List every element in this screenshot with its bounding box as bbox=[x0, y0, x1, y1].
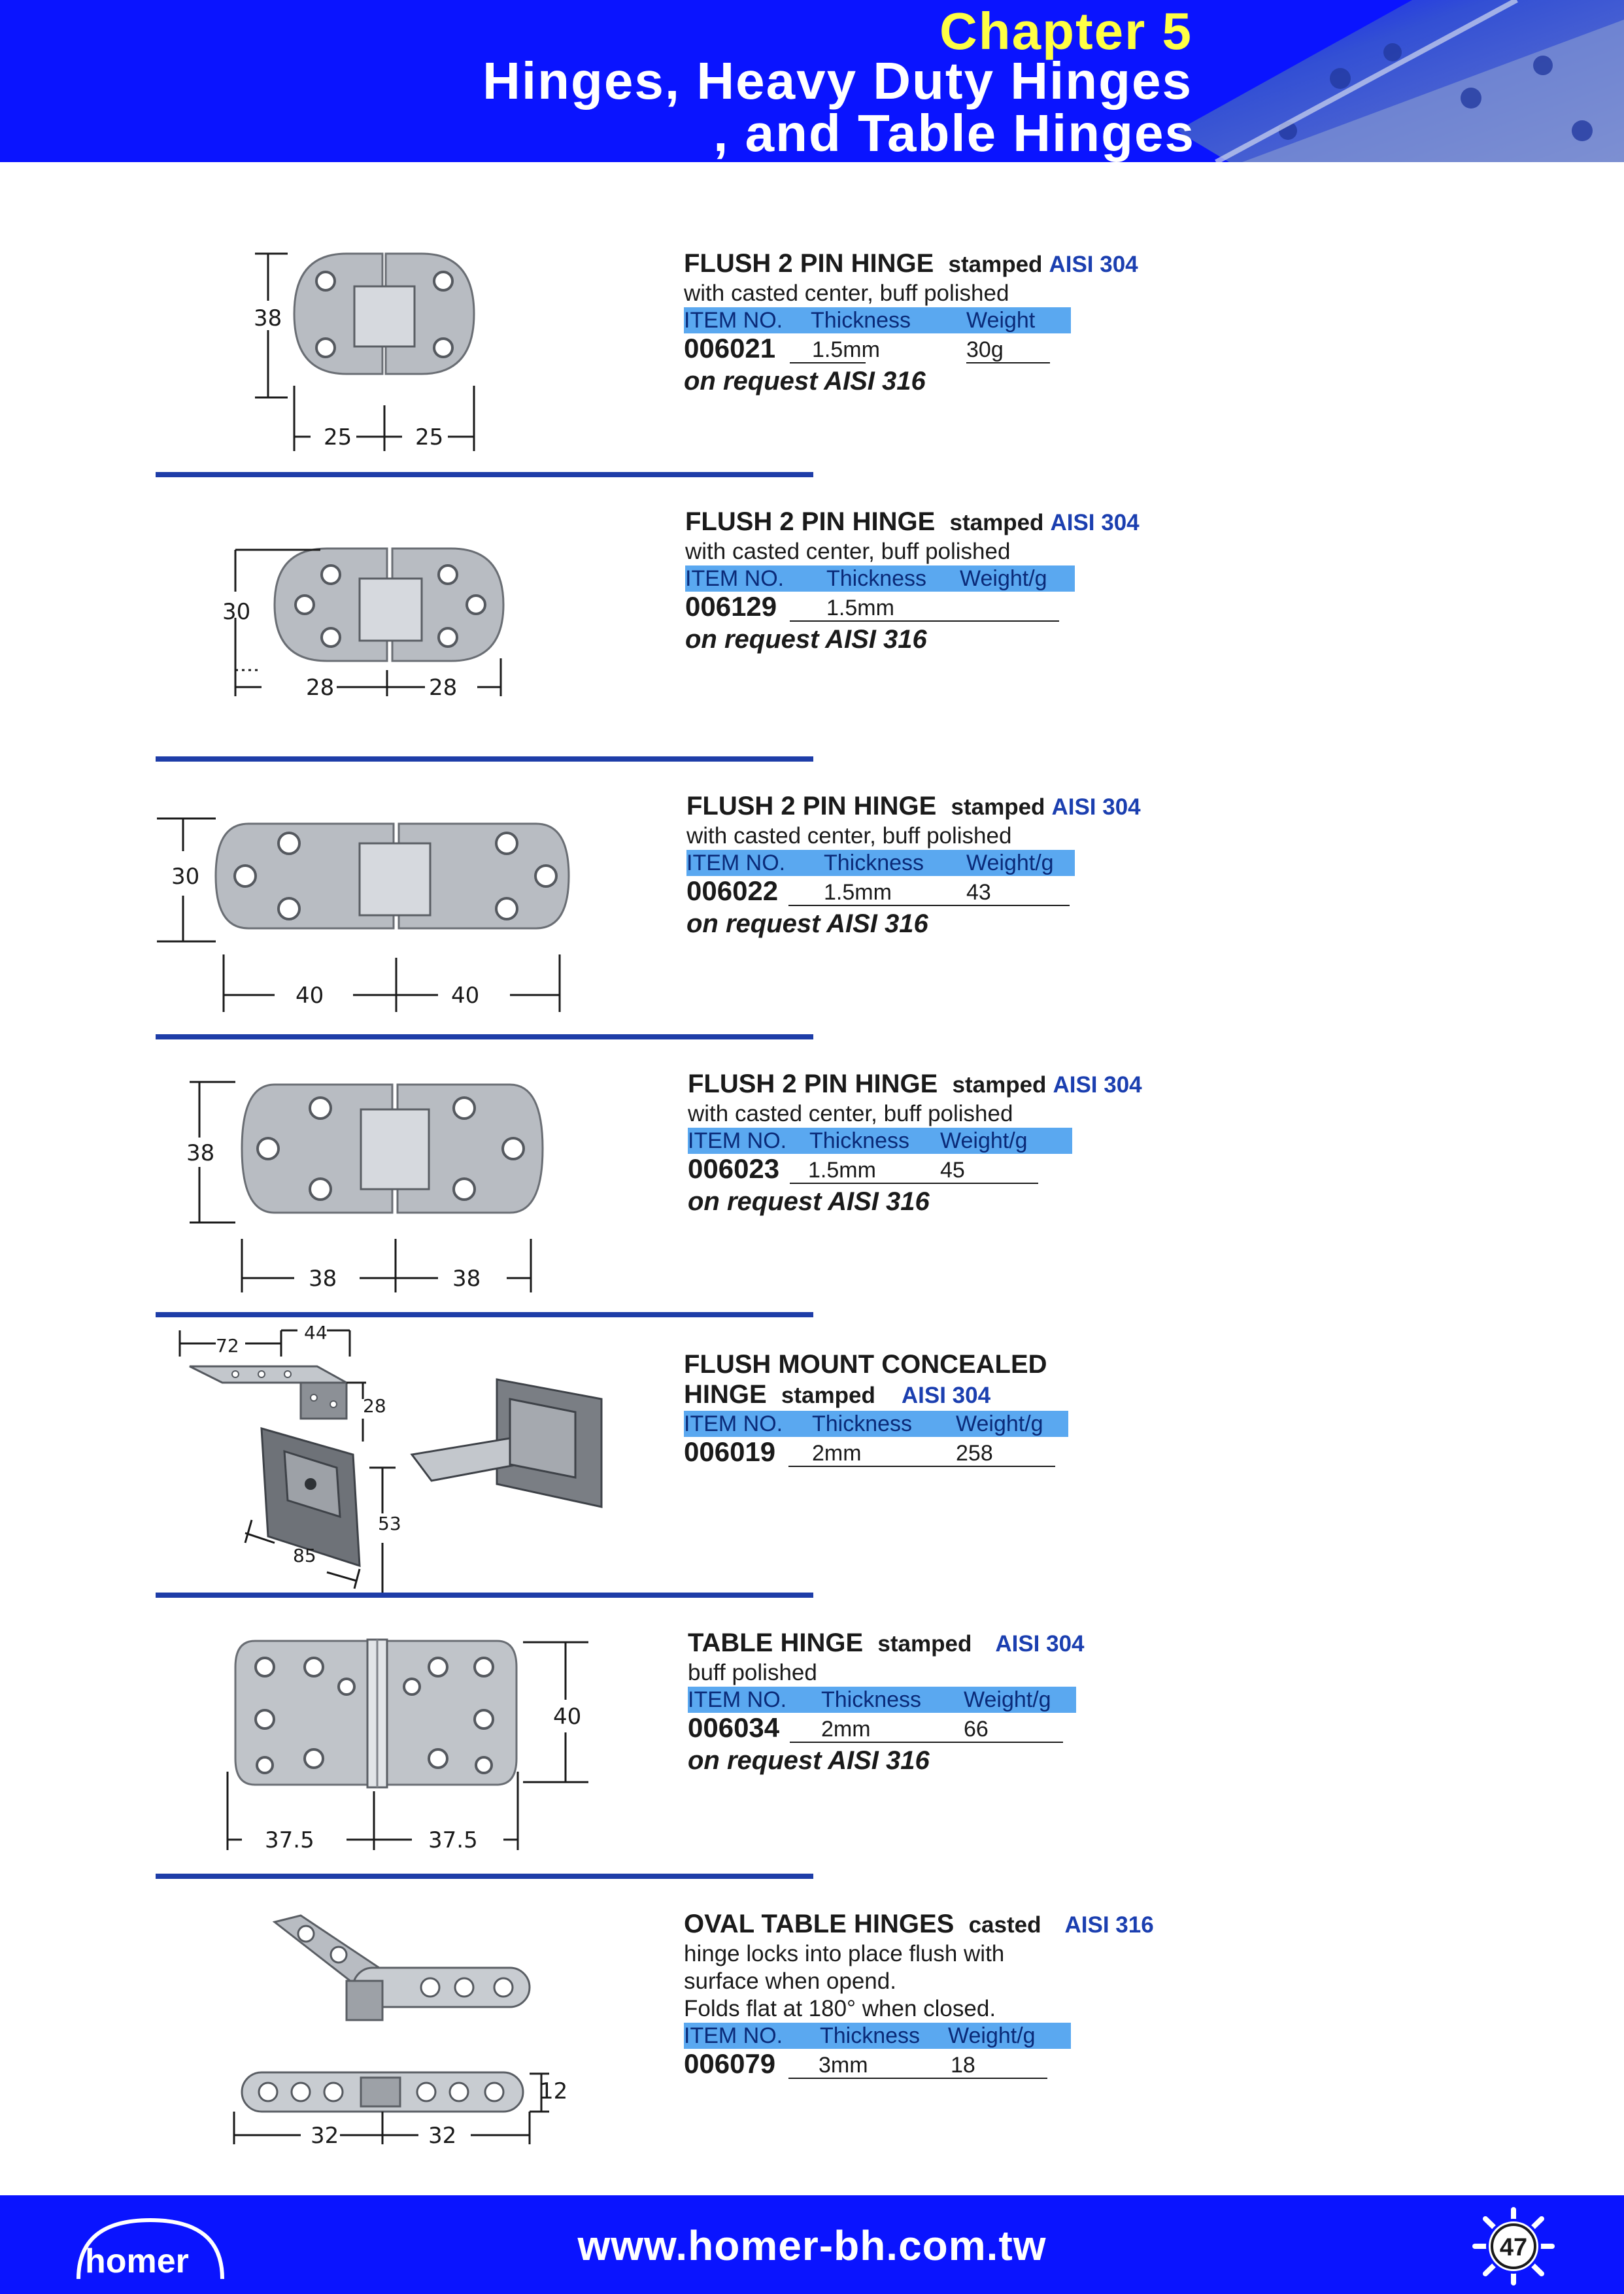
col-item-no: ITEM NO. bbox=[686, 851, 786, 875]
hinge-drawing bbox=[177, 1069, 569, 1304]
item-number: 006034 bbox=[688, 1712, 780, 1743]
dim-height: 12 bbox=[539, 2078, 568, 2104]
col-thickness: Thickness bbox=[812, 1411, 913, 1436]
page-number: 47 bbox=[1499, 2234, 1528, 2261]
spec-table-header bbox=[684, 1411, 1068, 1437]
product-006022 bbox=[0, 778, 1624, 1033]
item-number: 006129 bbox=[685, 591, 777, 622]
product-title: FLUSH 2 PIN HINGE bbox=[688, 1070, 938, 1098]
page-title-line2: , and Table Hinges bbox=[713, 104, 1195, 162]
weight-value: 45 bbox=[940, 1158, 965, 1183]
dim-height: 38 bbox=[186, 1140, 215, 1166]
col-thickness: Thickness bbox=[824, 851, 924, 875]
product-title: FLUSH 2 PIN HINGE bbox=[686, 792, 937, 820]
dim-width-left: 37.5 bbox=[265, 1827, 314, 1853]
dim-height: 30 bbox=[222, 599, 251, 625]
hinge-drawing bbox=[216, 520, 516, 716]
hinge-drawing bbox=[248, 235, 510, 458]
section-divider bbox=[156, 1312, 813, 1317]
product-material: stamped bbox=[948, 252, 1043, 277]
col-item-no: ITEM NO. bbox=[684, 308, 783, 333]
product-description: with casted center, buff polished bbox=[686, 823, 1012, 849]
dim-width-right: 25 bbox=[415, 424, 444, 450]
product-name-line2 bbox=[684, 1379, 1207, 1411]
dim-width-right: 37.5 bbox=[428, 1827, 478, 1853]
product-006079 bbox=[0, 1896, 1624, 2170]
dim-a: 72 bbox=[216, 1335, 239, 1357]
spec-table-row bbox=[684, 333, 1050, 363]
dim-width-right: 28 bbox=[429, 675, 458, 701]
product-material: casted bbox=[968, 1912, 1041, 1938]
thickness-value: 3mm bbox=[819, 2053, 868, 2078]
dim-height: 40 bbox=[553, 1704, 582, 1730]
item-number: 006079 bbox=[684, 2048, 776, 2079]
weight-value: 43 bbox=[966, 880, 991, 905]
chapter-header bbox=[0, 0, 1624, 162]
product-006034 bbox=[0, 1615, 1624, 1876]
thickness-value: 1.5mm bbox=[808, 1158, 876, 1183]
item-number: 006022 bbox=[686, 875, 779, 906]
spec-table-header bbox=[684, 2023, 1071, 2049]
on-request-note: on request AISI 316 bbox=[686, 909, 928, 938]
col-thickness: Thickness bbox=[820, 2023, 921, 2048]
section-divider bbox=[156, 1874, 813, 1879]
dim-e: 85 bbox=[293, 1545, 316, 1566]
website-url[interactable]: www.homer-bh.com.tw bbox=[577, 2222, 1047, 2269]
underline bbox=[790, 1183, 1038, 1184]
dim-width-left: 32 bbox=[311, 2123, 339, 2149]
dim-width-left: 28 bbox=[306, 675, 335, 701]
product-material: stamped bbox=[781, 1383, 875, 1408]
section-divider bbox=[156, 1593, 813, 1598]
spec-table-header bbox=[685, 565, 1075, 592]
dim-width-right: 40 bbox=[451, 983, 480, 1009]
weight-value: 30g bbox=[966, 337, 1004, 362]
col-thickness: Thickness bbox=[811, 308, 911, 333]
product-006129 bbox=[0, 494, 1624, 755]
col-thickness: Thickness bbox=[826, 566, 927, 591]
dim-b: 44 bbox=[304, 1322, 328, 1343]
on-request-note: on request AISI 316 bbox=[684, 367, 926, 396]
spec-table-header bbox=[686, 850, 1075, 876]
col-thickness: Thickness bbox=[821, 1687, 922, 1712]
col-weight: Weight/g bbox=[964, 1687, 1051, 1712]
product-name bbox=[684, 1909, 1207, 1940]
product-title: OVAL TABLE HINGES bbox=[684, 1910, 955, 1938]
product-material: stamped bbox=[877, 1631, 972, 1657]
product-aisi: AISI 304 bbox=[1051, 794, 1141, 820]
product-description-line3: Folds flat at 180° when closed. bbox=[684, 1996, 996, 2021]
item-number: 006019 bbox=[684, 1436, 776, 1467]
product-description-line1: hinge locks into place flush with bbox=[684, 1941, 1005, 1966]
weight-value: 18 bbox=[951, 2053, 975, 2078]
product-name bbox=[688, 1069, 1211, 1100]
product-description-line2: surface when opend. bbox=[684, 1968, 896, 1994]
dim-width-left: 25 bbox=[324, 424, 352, 450]
product-description: buff polished bbox=[688, 1660, 817, 1685]
col-weight: Weight/g bbox=[960, 566, 1047, 591]
col-weight: Weight bbox=[966, 308, 1036, 333]
oval-table-hinge-drawing bbox=[222, 1909, 588, 2157]
spec-table-header bbox=[688, 1128, 1072, 1154]
col-item-no: ITEM NO. bbox=[688, 1128, 787, 1153]
product-006021 bbox=[0, 235, 1624, 471]
thickness-value: 2mm bbox=[812, 1441, 862, 1466]
spec-table-row bbox=[684, 1437, 1055, 1467]
dim-width-right: 32 bbox=[428, 2123, 457, 2149]
col-item-no: ITEM NO. bbox=[688, 1687, 787, 1712]
hinge-drawing bbox=[150, 804, 582, 1026]
product-name bbox=[688, 1628, 1211, 1659]
underline bbox=[966, 362, 1050, 363]
ship-wheel-icon bbox=[1471, 2207, 1556, 2286]
dim-width-right: 38 bbox=[452, 1266, 481, 1292]
weight-value: 258 bbox=[956, 1441, 993, 1466]
product-material: stamped bbox=[952, 1072, 1047, 1098]
product-name: FLUSH MOUNT CONCEALED bbox=[684, 1350, 1047, 1379]
col-weight: Weight/g bbox=[956, 1411, 1043, 1436]
spec-table-row bbox=[685, 592, 1059, 622]
product-name bbox=[684, 248, 1207, 280]
product-title: FLUSH 2 PIN HINGE bbox=[684, 249, 934, 278]
spec-table-row bbox=[684, 2049, 1047, 2079]
on-request-note: on request AISI 316 bbox=[688, 1187, 930, 1216]
product-aisi: AISI 304 bbox=[1053, 1072, 1142, 1098]
product-material: stamped bbox=[951, 794, 1045, 820]
spec-table-row bbox=[686, 876, 1070, 906]
product-aisi: AISI 304 bbox=[1049, 252, 1138, 277]
product-aisi: AISI 304 bbox=[995, 1631, 1085, 1657]
underline bbox=[788, 905, 1070, 906]
thickness-value: 1.5mm bbox=[812, 337, 880, 362]
thickness-value: 1.5mm bbox=[826, 596, 894, 620]
dim-width-left: 38 bbox=[309, 1266, 337, 1292]
product-title: FLUSH 2 PIN HINGE bbox=[685, 507, 936, 536]
weight-value: 66 bbox=[964, 1717, 989, 1742]
product-name bbox=[685, 507, 1208, 538]
item-number: 006021 bbox=[684, 333, 776, 363]
section-divider bbox=[156, 1034, 813, 1039]
product-name bbox=[686, 791, 1210, 822]
product-006019 bbox=[0, 1321, 1624, 1595]
col-weight: Weight/g bbox=[940, 1128, 1028, 1153]
product-title: TABLE HINGE bbox=[688, 1628, 864, 1657]
spec-table-header bbox=[688, 1687, 1076, 1713]
page-title-line1: Hinges, Heavy Duty Hinges bbox=[482, 52, 1193, 110]
product-material: stamped bbox=[949, 510, 1044, 535]
product-description: with casted center, buff polished bbox=[688, 1101, 1013, 1126]
product-aisi: AISI 316 bbox=[1064, 1912, 1154, 1938]
underline bbox=[790, 362, 866, 363]
product-description: with casted center, buff polished bbox=[685, 539, 1011, 564]
col-thickness: Thickness bbox=[809, 1128, 910, 1153]
hinge-photo-banner bbox=[1177, 0, 1624, 162]
product-description: with casted center, buff polished bbox=[684, 280, 1009, 306]
col-item-no: ITEM NO. bbox=[684, 1411, 783, 1436]
col-weight: Weight/g bbox=[966, 851, 1054, 875]
spec-table-header bbox=[684, 307, 1071, 333]
product-aisi: AISI 304 bbox=[901, 1383, 991, 1408]
col-item-no: ITEM NO. bbox=[684, 2023, 783, 2048]
col-item-no: ITEM NO. bbox=[685, 566, 785, 591]
on-request-note: on request AISI 316 bbox=[685, 625, 927, 654]
dim-height: 30 bbox=[171, 864, 200, 890]
chapter-label: Chapter 5 bbox=[939, 2, 1193, 60]
brand-name: homer bbox=[85, 2242, 189, 2280]
dim-width-left: 40 bbox=[296, 983, 324, 1009]
dim-d: 53 bbox=[378, 1513, 401, 1534]
section-divider bbox=[156, 472, 813, 477]
concealed-hinge-drawing bbox=[170, 1321, 615, 1595]
underline bbox=[788, 1466, 1055, 1467]
item-number: 006023 bbox=[688, 1153, 780, 1184]
spec-table-row bbox=[688, 1713, 1063, 1743]
underline bbox=[788, 2078, 1047, 2079]
table-hinge-drawing bbox=[216, 1628, 608, 1863]
underline bbox=[790, 620, 1059, 622]
dim-c: 28 bbox=[363, 1395, 386, 1417]
product-006023 bbox=[0, 1056, 1624, 1311]
section-divider bbox=[156, 756, 813, 762]
col-weight: Weight/g bbox=[948, 2023, 1036, 2048]
underline bbox=[790, 1742, 1063, 1743]
thickness-value: 2mm bbox=[821, 1717, 871, 1742]
spec-table-row bbox=[688, 1154, 1038, 1184]
thickness-value: 1.5mm bbox=[824, 880, 892, 905]
dim-height: 38 bbox=[254, 305, 282, 331]
product-aisi: AISI 304 bbox=[1050, 510, 1140, 535]
product-title: HINGE bbox=[684, 1380, 767, 1409]
on-request-note: on request AISI 316 bbox=[688, 1746, 930, 1775]
page-footer bbox=[0, 2195, 1624, 2294]
